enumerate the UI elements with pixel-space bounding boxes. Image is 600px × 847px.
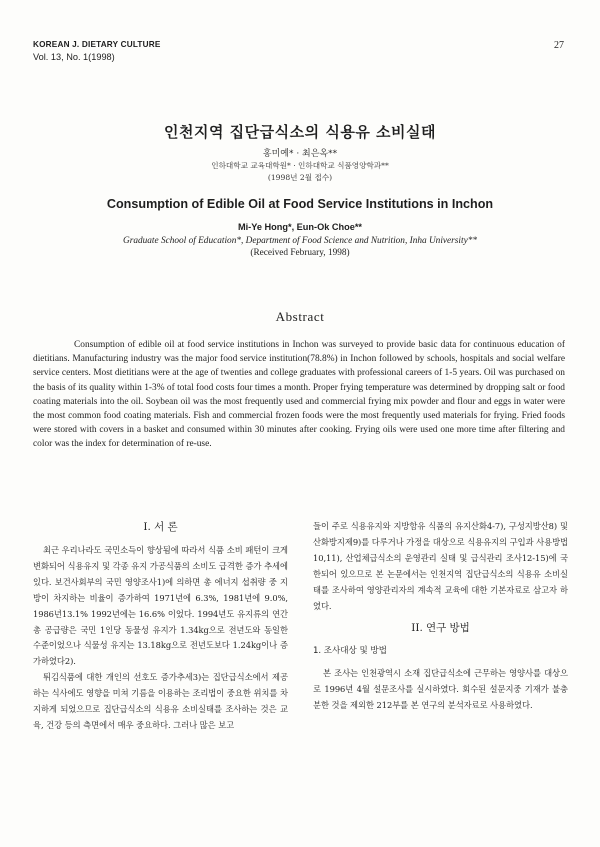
right-column — [313, 519, 568, 714]
journal-name: KOREAN J. DIETARY CULTURE — [33, 40, 161, 49]
left-column — [33, 519, 288, 734]
subsection-subjects-heading: 1. 조사대상 및 방법 — [313, 646, 387, 657]
korean-received-date: (1998년 2월 접수) — [267, 173, 333, 182]
introduction-paragraph-3: 들이 주로 식용유지와 지방함유 식품의 유지산화4-7), 구성지방산8) 및 산화방지제9)를 다루거나 가정을 대상으로 식용유지의 구입과 사용방법10,11), 산업체급식소의 운영관리 실태 및 급식관리 조사12-15)에 국한되어 있으므로 본 논문에서는 인천지역 집단급식소의 식용유 소비실태를 조사하여 영양관리자의 계속적 교육에 대한 기본자료로 삼고자 하였다. — [313, 521, 568, 611]
introduction-paragraph-1: 최근 우리나라도 국민소득이 향상됨에 따라서 식품 소비 패턴이 크게 변화되어 식용유지 및 각종 유지 가공식품의 소비도 급격한 증가 추세에 있다. 보건사회부의 국민 영양조사1)에 의하면 총 에너지 섭취량 중 지방이 차지하는 비율이 증가하여 1971년에 6.3%, 1981년에 9.0%, 1986년13.1% 1992년에는 16.6% 이었다. 1994년도 유지류의 연간 총 공급량은 국민 1인당 동물성 유지가 1.34kg으로 전년도와 동일한 수준이었으나 식물성 유지는 13.18kg으로 전년도보다 1.24kg이나 증가하였다2). — [33, 545, 288, 667]
english-authors: Mi-Ye Hong*, Eun-Ok Choe** — [237, 222, 363, 232]
korean-title: 인천지역 집단급식소의 식용유 소비실태 — [164, 123, 436, 141]
korean-authors: 홍미예* · 최은옥** — [262, 149, 338, 159]
abstract-text: Consumption of edible oil at food service institutions in Inchon was surveyed to provide basic data for continuous education of dietitians. Manufacturing industry was the major food service institution(78.8%) in Inchon followed by schools, hospitals and social welfare service centers. Most dietitians were at the age of twenties and college graduates with professional careers of 1-5 years. Oil was purchased on the basis of its quality within 1-3% of total food costs four times a month. Proper frying temperature was determined by dropping salt or food coating materials into the oil. Soybean oil was the most frequently used and commercial frying mix powder and flour and eggs in water were the most common food coating materials. Fish and commercial frozen foods were the most frequently used materials for frying. Fried foods were stored with covers in a basket and consumed within 30 minutes after cooking. Frying oils were used one more time after filtering and color was the index for determination of re-use. — [33, 340, 565, 450]
english-received-date: (Received February, 1998) — [250, 248, 350, 258]
page-number: 27 — [554, 40, 564, 51]
journal-volume: Vol. 13, No. 1(1998) — [33, 52, 115, 62]
abstract-heading: Abstract — [275, 309, 325, 324]
english-affiliation: Graduate School of Education*, Department of Food Science and Nutrition, Inha University** — [122, 236, 477, 246]
section-introduction-heading: I. 서 론 — [143, 521, 178, 533]
english-title: Consumption of Edible Oil at Food Service Institutions in Inchon — [106, 197, 494, 211]
introduction-paragraph-2: 튀김식품에 대한 개인의 선호도 증가추세3)는 집단급식소에서 제공하는 식사에도 영향을 미쳐 기름을 이용하는 조리법이 중요한 위치를 차지하게 되었으므로 집단급식소의 식용유 소비실태를 조사하는 것은 교육, 건강 등의 측면에서 매우 중요하다. 그러나 많은 보고 — [33, 672, 288, 730]
section-methods-heading: II. 연구 방법 — [411, 622, 470, 635]
methods-paragraph-1: 본 조사는 인천광역시 소재 집단급식소에 근무하는 영양사를 대상으로 1996년 4월 설문조사를 실시하였다. 회수된 설문지중 기재가 불충분한 것을 제외한 212부를 본 연구의 분석자료로 사용하였다. — [313, 668, 568, 711]
korean-affiliation: 인하대학교 교육대학원* · 인하대학교 식품영양학과** — [211, 161, 389, 170]
